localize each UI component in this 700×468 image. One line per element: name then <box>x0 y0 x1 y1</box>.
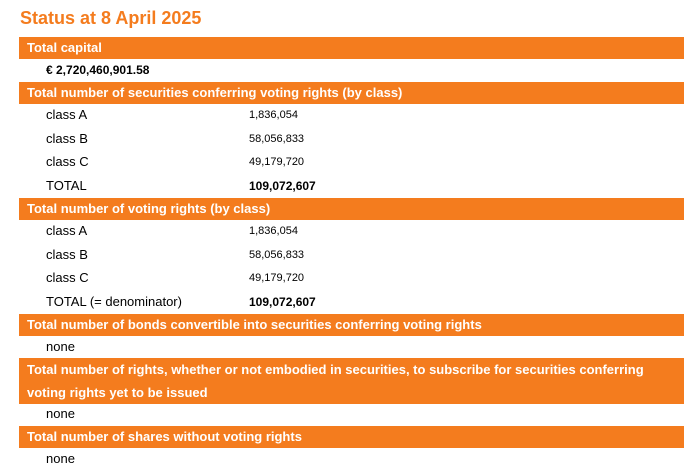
voting-rights-row-label: class B <box>46 247 88 262</box>
subscription-rights-label-line1: Total number of rights, whether or not embodied in securities, to subscribe for securities conferring <box>27 362 644 377</box>
subscription-rights-value: none <box>46 406 75 421</box>
bonds-value: none <box>46 339 75 354</box>
voting-rights-row-label: class A <box>46 223 88 238</box>
securities-total-value: 109,072,607 <box>249 179 316 193</box>
section-header-total-capital: Total capital <box>19 37 684 59</box>
voting-rights-row-value: 1,836,054 <box>249 225 298 237</box>
section-header-shares-without-voting: Total number of shares without voting rights <box>19 426 684 448</box>
total-capital-value: € 2,720,460,901.58 <box>46 63 150 77</box>
securities-row-label: class B <box>46 131 88 146</box>
section-header-bonds: Total number of bonds convertible into securities conferring voting rights <box>19 314 684 336</box>
page-title: Status at 8 April 2025 <box>20 8 202 28</box>
subscription-rights-label-line2: voting rights yet to be issued <box>27 385 208 400</box>
voting-rights-total-value: 109,072,607 <box>249 295 316 309</box>
securities-row-label: class A <box>46 107 88 122</box>
voting-rights-row-label: class C <box>46 270 89 285</box>
securities-row-value: 49,179,720 <box>249 156 305 168</box>
voting-rights-total-label: TOTAL (= denominator) <box>46 294 182 309</box>
shares-without-voting-value: none <box>46 451 75 466</box>
securities-total-label: TOTAL <box>46 178 87 193</box>
securities-row-label: class C <box>46 154 89 169</box>
section-header-securities: Total number of securities conferring voting rights (by class) <box>19 82 684 104</box>
voting-rights-row-value: 49,179,720 <box>249 272 305 284</box>
voting-rights-row-value: 58,056,833 <box>249 249 305 261</box>
section-header-subscription-rights <box>19 358 684 404</box>
section-header-voting-rights: Total number of voting rights (by class) <box>19 198 684 220</box>
securities-row-value: 1,836,054 <box>249 109 298 121</box>
securities-row-value: 58,056,833 <box>249 133 305 145</box>
